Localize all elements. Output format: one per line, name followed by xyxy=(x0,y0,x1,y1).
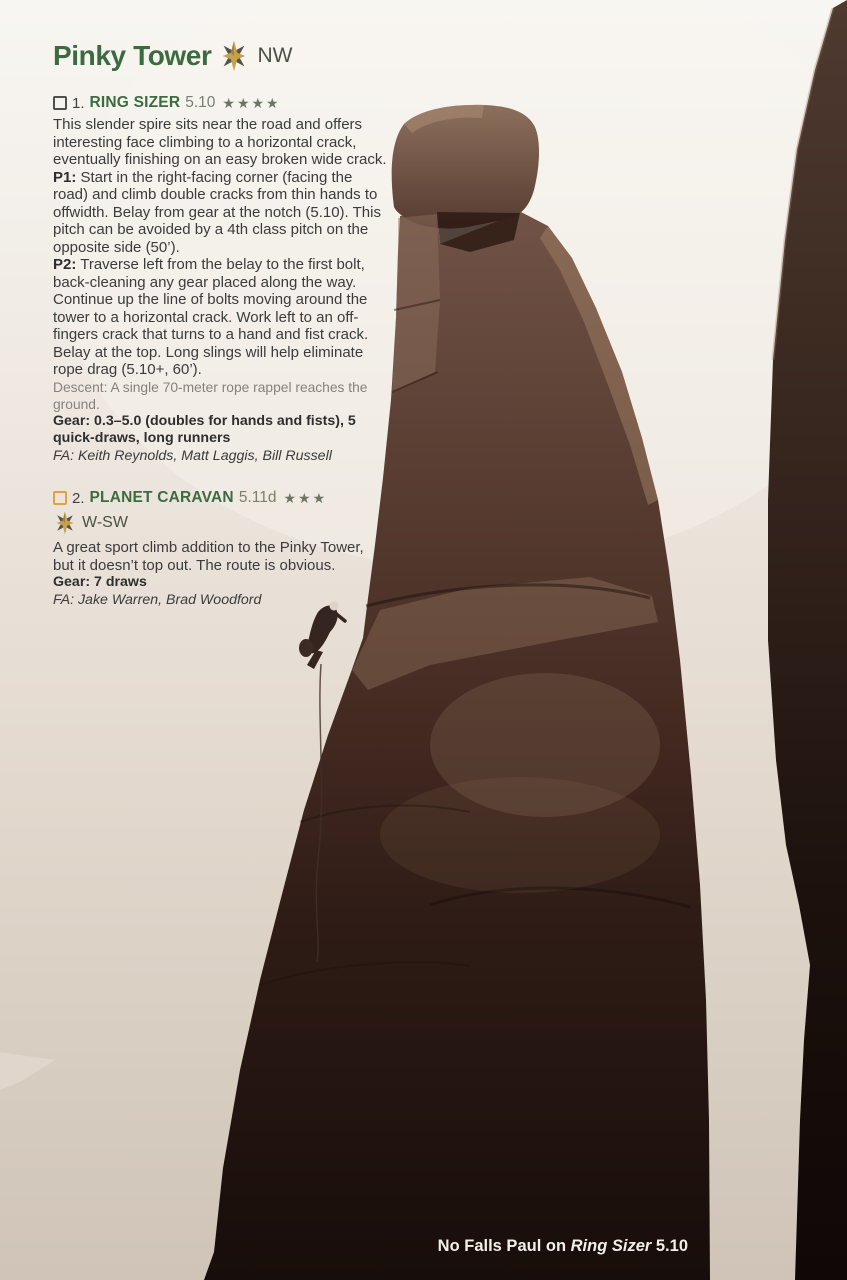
route-entry-ring-sizer xyxy=(53,94,387,465)
gear-note: Gear: 7 draws xyxy=(53,574,147,590)
pitch-2-description: P2: Traverse left from the belay to the first bolt, back-cleaning any gear placed along the way. Continue up the line of bolts moving around the tower to a horizontal crack. Work left to an off-fingers crack that turns to a hand and fist crack. Belay at the top. Long slings will help eliminate rope drag (5.10+, 60’). xyxy=(53,256,369,378)
route-name: RING SIZER xyxy=(89,94,181,111)
route-number: 1. xyxy=(72,94,85,112)
route-star-rating: ★★★★ xyxy=(222,94,281,111)
compass-star-icon xyxy=(53,511,77,535)
caption-route-name: Ring Sizer xyxy=(570,1237,652,1255)
route-checkbox[interactable] xyxy=(53,491,67,505)
descent-note: Descent: A single 70-meter rope rappel reaches the ground. xyxy=(53,379,368,412)
pitch-2-label: P2: xyxy=(53,256,77,273)
compass-star-icon xyxy=(218,40,250,72)
first-ascent-credit: FA: Jake Warren, Brad Woodford xyxy=(53,591,262,608)
pitch-1-label: P1: xyxy=(53,168,77,186)
route-checkbox[interactable] xyxy=(53,96,67,110)
caption-grade: 5.10 xyxy=(651,1237,688,1255)
page-title: Pinky Tower xyxy=(53,40,212,71)
route-entry-planet-caravan xyxy=(53,489,387,609)
route-name: PLANET CARAVAN xyxy=(89,489,234,506)
route-header xyxy=(53,94,387,112)
route-header xyxy=(53,489,387,507)
route-aspect-row xyxy=(53,511,387,535)
route-grade: 5.10 xyxy=(185,94,216,111)
route-number: 2. xyxy=(72,489,85,507)
route-descriptions xyxy=(53,40,387,609)
route-star-rating: ★★★ xyxy=(283,489,328,506)
route-description: This slender spire sits near the road and offers interesting face climbing to a horizontal crack, eventually finishing on an easy broken wide crack. xyxy=(53,116,387,168)
first-ascent-credit: FA: Keith Reynolds, Matt Laggis, Bill Russell xyxy=(53,447,332,464)
route-grade: 5.11d xyxy=(238,489,277,506)
route-direction: W-SW xyxy=(82,514,128,531)
photo-caption xyxy=(438,1237,688,1256)
pitch-1-description: P1: Start in the right-facing corner (facing the road) and climb double cracks from thin hands to offwidth. Belay from gear at the notch (5.10). This pitch can be avoided by a 4th class pitch on the opposite side (50’). xyxy=(53,168,381,256)
gear-note: Gear: 0.3–5.0 (doubles for hands and fists), 5 quick-draws, long runners xyxy=(53,412,356,446)
route-description: A great sport climb addition to the Pinky Tower, but it doesn’t top out. The route is obvious. xyxy=(53,539,364,574)
caption-text: No Falls Paul on xyxy=(437,1237,571,1255)
page-direction: NW xyxy=(257,44,293,67)
page-heading xyxy=(53,40,387,72)
